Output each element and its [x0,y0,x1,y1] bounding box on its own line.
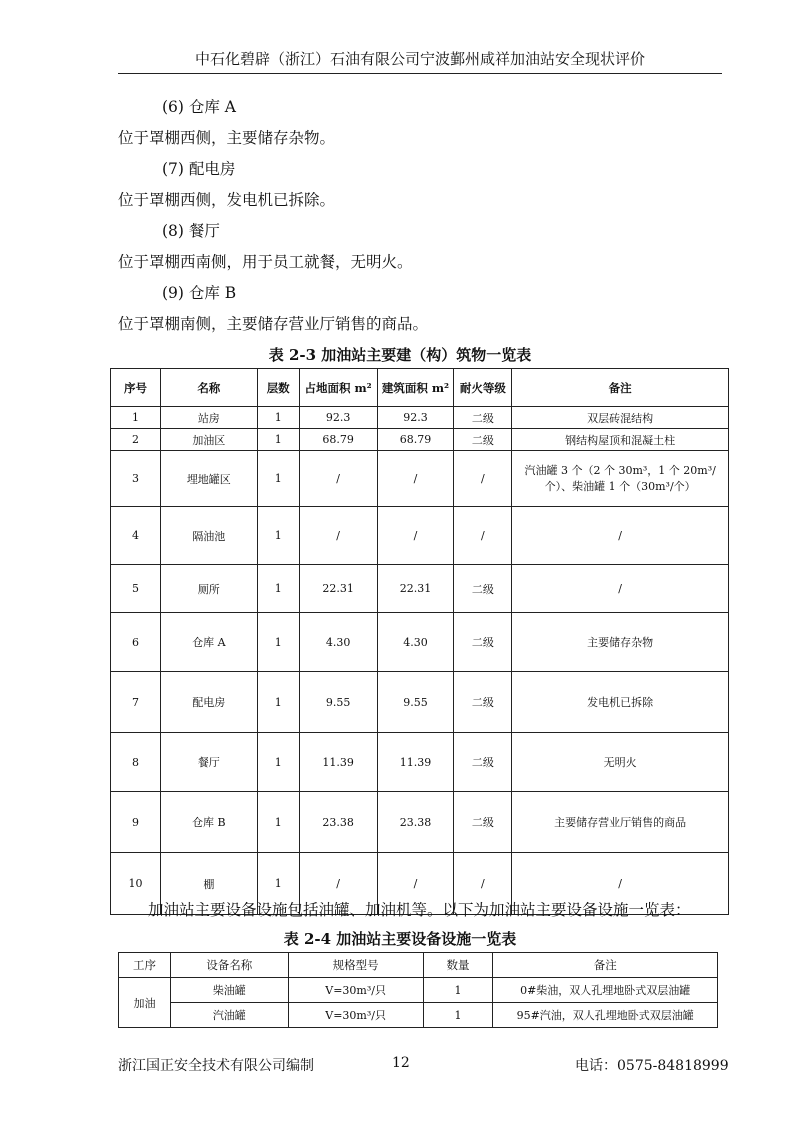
table-row [111,451,729,507]
table-cell: 配电房 [160,672,257,733]
column-header: 工序 [119,953,171,978]
table-cell: 1 [257,507,299,565]
table-cell: / [299,507,377,565]
table-cell: / [512,565,729,613]
table-cell: 3 [111,451,161,507]
table-cell: 双层砖混结构 [512,407,729,429]
table-cell: 1 [111,407,161,429]
table-cell: 发电机已拆除 [512,672,729,733]
table-cell: 埋地罐区 [160,451,257,507]
table-cell: 4.30 [299,613,377,672]
table-cell: 二级 [454,672,512,733]
table-row [119,978,718,1003]
table-cell: 2 [111,429,161,451]
table-cell: 二级 [454,407,512,429]
table-cell: 23.38 [377,792,454,853]
table-cell: / [454,853,512,915]
table-row [111,792,729,853]
table-cell: 加油区 [160,429,257,451]
section-heading: (8) 餐厅 [162,222,220,240]
table-cell: 23.38 [299,792,377,853]
table-cell: 1 [257,451,299,507]
table-cell: 1 [423,1003,493,1028]
buildings-table [110,368,729,915]
table-cell: 10 [111,853,161,915]
column-header: 备注 [493,953,718,978]
table-row [111,672,729,733]
column-header: 耐火等级 [454,369,512,407]
table-cell: / [377,853,454,915]
table-row [111,565,729,613]
table-row [111,429,729,451]
table-cell: 1 [257,672,299,733]
column-header: 序号 [111,369,161,407]
table-cell: 仓库 B [160,792,257,853]
table-cell: 主要储存杂物 [512,613,729,672]
paragraph: 位于罩棚西侧，主要储存杂物。 [118,129,336,147]
paragraph: 位于罩棚西侧，发电机已拆除。 [118,191,336,209]
table-cell: 11.39 [299,733,377,792]
table-row [111,507,729,565]
table-cell: / [377,507,454,565]
table-row [111,613,729,672]
table-cell: 餐厅 [160,733,257,792]
table-cell: 仓库 A [160,613,257,672]
table-cell: 主要储存营业厅销售的商品 [512,792,729,853]
section-heading: (7) 配电房 [162,160,236,178]
column-header: 设备名称 [170,953,288,978]
column-header: 规格型号 [288,953,423,978]
table-cell: 汽油罐 [170,1003,288,1028]
table-cell: 22.31 [377,565,454,613]
table-cell: 4.30 [377,613,454,672]
page-header-title: 中石化碧辟（浙江）石油有限公司宁波鄞州咸祥加油站安全现状评价 [194,50,645,68]
column-header: 备注 [512,369,729,407]
table-cell: 二级 [454,613,512,672]
table-cell: / [512,853,729,915]
table-cell: 68.79 [377,429,454,451]
table-cell: / [299,451,377,507]
intro-paragraph: 加油站主要设备设施包括油罐、加油机等。以下为加油站主要设备设施一览表： [148,901,691,919]
table-cell: 钢结构屋顶和混凝土柱 [512,429,729,451]
table-cell: 11.39 [377,733,454,792]
table-2-4-caption: 表 2-4 加油站主要设备设施一览表 [283,930,517,948]
table-cell: 1 [257,733,299,792]
table-cell: 1 [257,792,299,853]
table-cell: 站房 [160,407,257,429]
column-header: 占地面积 m² [299,369,377,407]
table-cell: V=30m³/只 [288,978,423,1003]
equipment-table [118,952,718,1028]
table-cell: 0#柴油，双人孔埋地卧式双层油罐 [493,978,718,1003]
table-row [111,733,729,792]
table-cell: 68.79 [299,429,377,451]
footer-company: 浙江国正安全技术有限公司编制 [118,1058,314,1074]
table-cell: 7 [111,672,161,733]
table-cell: 5 [111,565,161,613]
section-heading: (6) 仓库 A [162,98,237,116]
paragraph: 位于罩棚南侧，主要储存营业厅销售的商品。 [118,315,429,333]
process-cell: 加油 [119,978,171,1028]
table-cell: 棚 [160,853,257,915]
table-cell: / [454,451,512,507]
table-cell: 8 [111,733,161,792]
table-cell: 22.31 [299,565,377,613]
table-row [119,1003,718,1028]
table-cell: / [377,451,454,507]
table-cell: 9 [111,792,161,853]
table-cell: 6 [111,613,161,672]
footer-page-number: 12 [392,1055,410,1071]
footer-phone: 电话：0575-84818999 [575,1058,729,1074]
table-cell: 二级 [454,733,512,792]
section-heading: (9) 仓库 B [162,284,237,302]
table-cell: 二级 [454,565,512,613]
table-cell: 1 [257,853,299,915]
table-cell: 隔油池 [160,507,257,565]
table-cell: 1 [257,565,299,613]
table-cell: 95#汽油，双人孔埋地卧式双层油罐 [493,1003,718,1028]
table-cell: 4 [111,507,161,565]
table-cell: 二级 [454,429,512,451]
table-cell: 厕所 [160,565,257,613]
table-2-3-caption: 表 2-3 加油站主要建（构）筑物一览表 [268,346,532,364]
table-cell: / [299,853,377,915]
table-cell: 二级 [454,792,512,853]
table-cell: 92.3 [377,407,454,429]
column-header: 名称 [160,369,257,407]
column-header: 数量 [423,953,493,978]
table-cell: 92.3 [299,407,377,429]
table-row [111,407,729,429]
table-cell: 汽油罐 3 个（2 个 30m³，1 个 20m³/个）、柴油罐 1 个（30m³/个） [512,451,729,507]
table-cell: V=30m³/只 [288,1003,423,1028]
header-divider [118,73,722,74]
table-cell: 1 [257,613,299,672]
table-cell: / [512,507,729,565]
table-cell: 9.55 [377,672,454,733]
column-header: 层数 [257,369,299,407]
table-cell: 1 [257,429,299,451]
table-cell: 1 [257,407,299,429]
table-cell: 柴油罐 [170,978,288,1003]
table-cell: 9.55 [299,672,377,733]
table-cell: / [454,507,512,565]
table-cell: 1 [423,978,493,1003]
column-header: 建筑面积 m² [377,369,454,407]
paragraph: 位于罩棚西南侧，用于员工就餐，无明火。 [118,253,413,271]
table-cell: 无明火 [512,733,729,792]
